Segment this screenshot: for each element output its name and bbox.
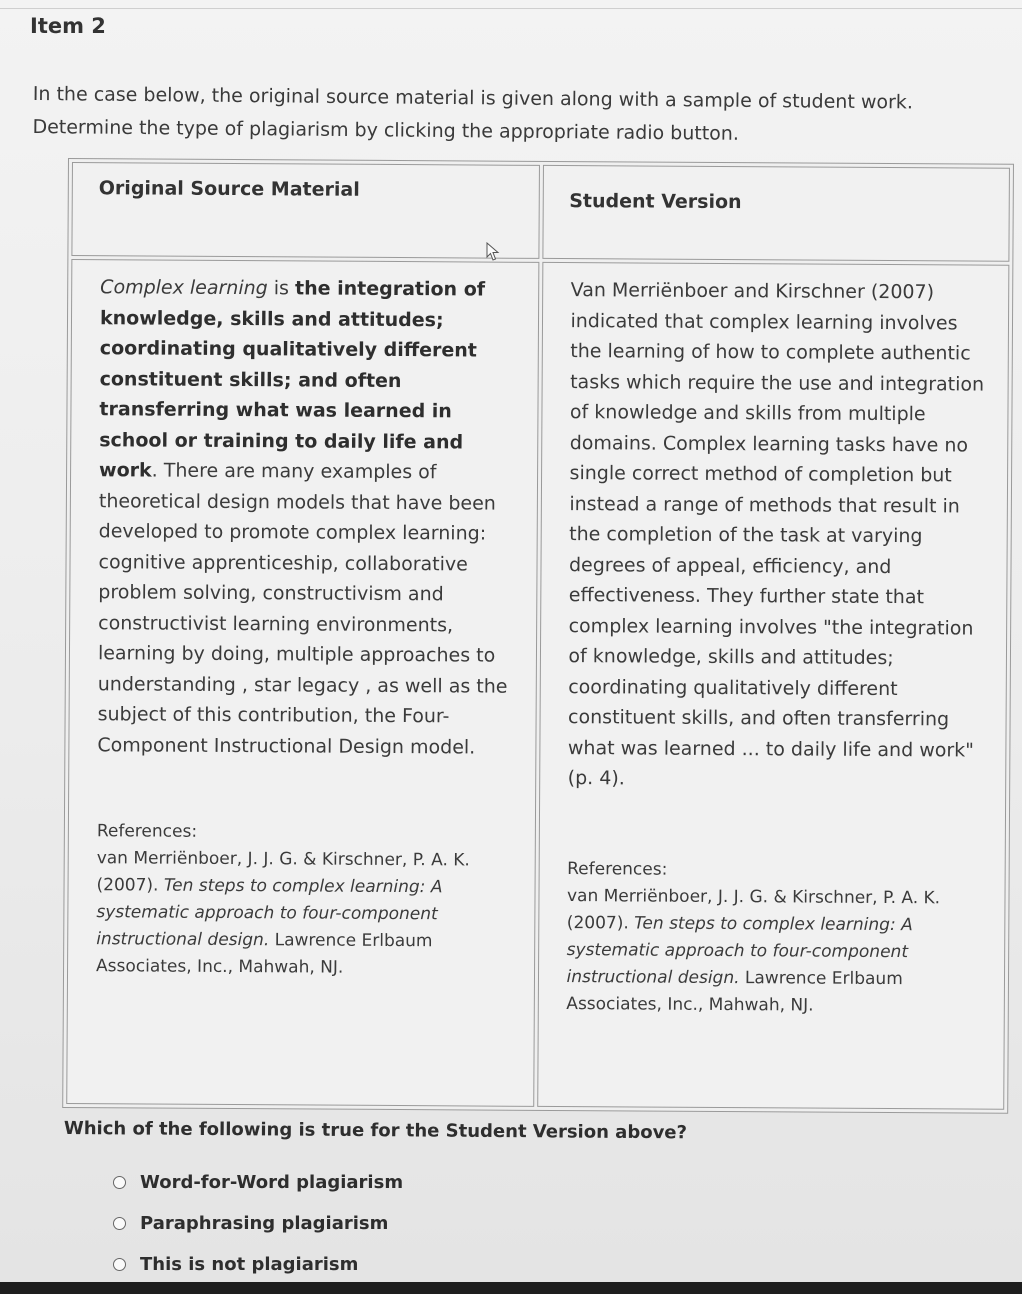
radio-button[interactable]	[113, 1176, 126, 1189]
monitor-bezel	[0, 1282, 1022, 1294]
student-reference-authors: van Merriënboer, J. J. G. & Kirschner, P. A. K. (2007).	[566, 885, 941, 933]
answer-options	[113, 1162, 403, 1282]
student-version-passage: Van Merriënboer and Kirschner (2007) indicated that complex learning involves the learning of how to complete authentic tasks which require the use and integration of knowledge and skills from multiple domains. Complex learning tasks have no single correct method of completion but instead a range of methods that result in the completion of the task at varying degrees of appeal, efficiency, and effectiveness. They further state that complex learning involves "the integration of knowledge, skills and attitudes; coordinating qualitatively different constituent skills, and often transferring what was learned ... to daily life and work" (p. 4).	[567, 279, 985, 790]
option-label: Paraphrasing plagiarism	[140, 1213, 389, 1234]
option-paraphrasing[interactable]	[113, 1203, 403, 1244]
instructions	[32, 78, 983, 153]
student-version-header: Student Version	[542, 165, 1010, 262]
student-reference-publisher: Lawrence Erlbaum Associates, Inc., Mahwah, NJ.	[566, 967, 903, 1016]
original-reference-authors: van Merriënboer, J. J. G. & Kirschner, P. A. K. (2007).	[96, 848, 470, 896]
original-source-passage	[97, 272, 515, 763]
original-references	[96, 818, 512, 983]
student-version-cell	[537, 262, 1010, 1110]
original-reference-entry	[96, 845, 512, 983]
radio-button[interactable]	[113, 1258, 126, 1271]
student-references-label: References:	[567, 858, 668, 880]
item-title: Item 2	[30, 14, 106, 38]
comparison-table-wrapper	[62, 158, 1014, 1114]
instructions-line-1: In the case below, the original source material is given along with a sample of student work.	[32, 82, 914, 114]
original-source-header: Original Source Material	[71, 162, 539, 259]
original-reference-publisher: Lawrence Erlbaum Associates, Inc., Mahwah, NJ.	[96, 930, 433, 978]
student-references	[566, 856, 982, 1021]
original-definition-bold: the integration of knowledge, skills and attitudes; coordinating qualitatively different constituent skills; and often transferring what was learned in school or training to daily life and work	[99, 277, 486, 482]
student-reference-title: Ten steps to complex learning: A systematic approach to four-component instructional design.	[566, 912, 913, 988]
original-lead-connector: is	[267, 277, 296, 300]
mouse-pointer-icon	[486, 242, 502, 262]
original-remaining-text: . There are many examples of theoretical design models that have been developed to promote complex learning: cognitive apprenticeship, collaborative problem solving, constructivism and constructivist learning environments, learning by doing, multiple approaches to understanding , star legacy , as well as the subject of this contribution, the Four-Component Instructional Design model.	[97, 459, 508, 758]
option-label: This is not plagiarism	[140, 1254, 359, 1275]
instructions-line-2: Determine the type of plagiarism by clicking the appropriate radio button.	[32, 115, 740, 145]
comparison-table	[62, 158, 1014, 1114]
original-references-label: References:	[96, 821, 198, 842]
top-divider	[0, 8, 1022, 9]
radio-button[interactable]	[113, 1217, 126, 1230]
original-reference-title: Ten steps to complex learning: A systematic approach to four-component instructional design.	[96, 875, 443, 951]
original-lead-term: Complex learning	[100, 276, 268, 300]
option-label: Word-for-Word plagiarism	[140, 1172, 404, 1193]
student-reference-entry	[566, 883, 982, 1021]
option-word-for-word[interactable]	[113, 1162, 403, 1203]
original-source-cell	[66, 259, 539, 1107]
option-not-plagiarism[interactable]	[113, 1244, 403, 1282]
question-prompt: Which of the following is true for the Student Version above?	[63, 1118, 688, 1144]
